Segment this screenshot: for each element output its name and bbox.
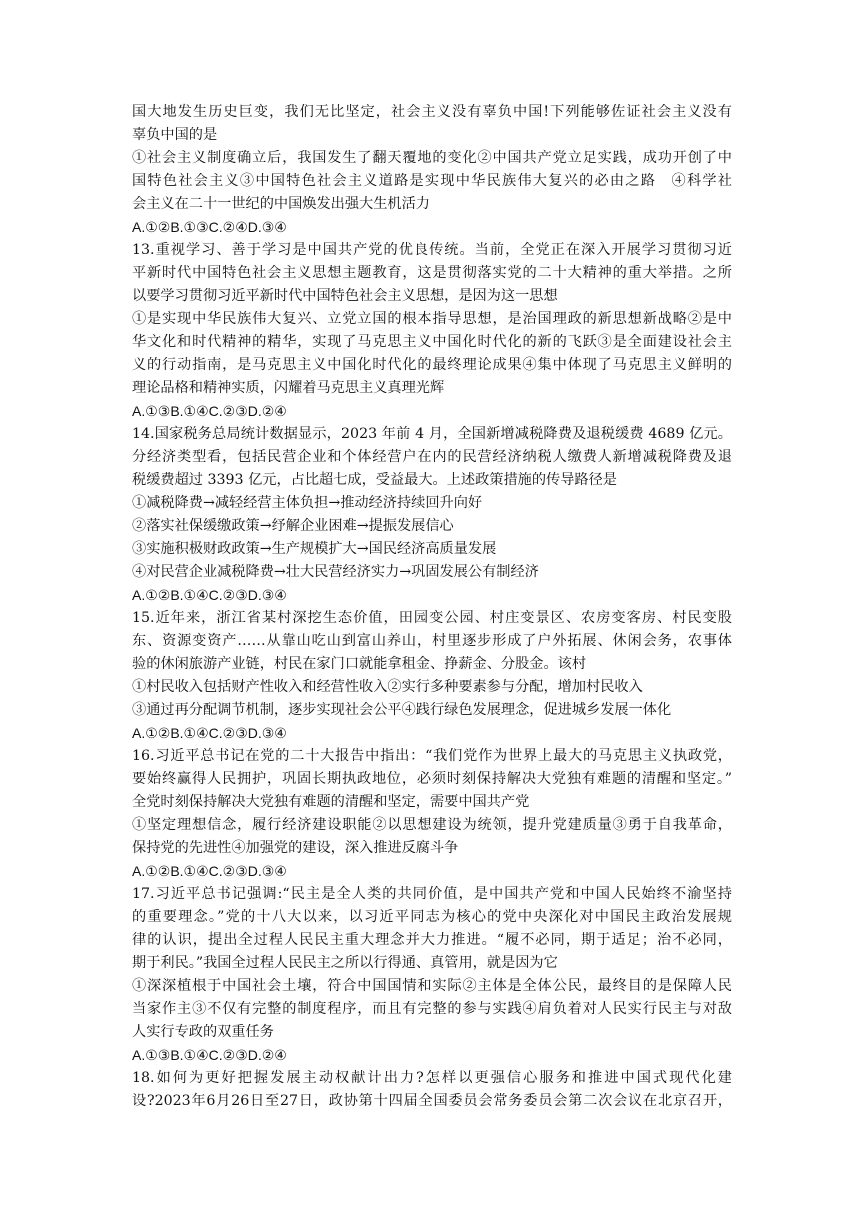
text-line: ①村民收入包括财产性收入和经营性收入②实行多种要素参与分配，增加村民收入 (132, 679, 643, 695)
text-line: ③通过再分配调节机制，逐步实现社会公平④践行绿色发展理念，促进城乡发展一体化 (132, 702, 672, 718)
text-line: 平新时代中国特色社会主义思想主题教育，这是贯彻落实党的二十大精神的重大举措。之所 (132, 265, 732, 281)
answer-options: A.①②B.①④C.②③D.③④ (132, 725, 287, 741)
text-line: ①深深植根于中国社会土壤，符合中国国情和实际②主体是全体公民，最终目的是保障人民 (132, 978, 732, 994)
text-line: 16.习近平总书记在党的二十大报告中指出：“我们党作为世界上最大的马克思主义执政党， (132, 748, 732, 764)
text-line: 税缓费超过 3393 亿元，占比超七成，受益最大。上述政策措施的传导路径是 (132, 472, 617, 488)
text-line: 14.国家税务总局统计数据显示，2023 年前 4 月，全国新增减税降费及退税缓费 4689 亿元。 (132, 426, 732, 442)
text-line: 当家作主③不仅有完整的制度程序，而且有完整的参与实践④肩负着对人民实行民主与对敌 (132, 1001, 732, 1017)
text-line: ①社会主义制度确立后，我国发生了翻天覆地的变化②中国共产党立足实践，成功开创了中 (132, 150, 732, 166)
question-block (132, 423, 732, 607)
text-line: 东、资源变资产……从靠山吃山到富山养山，村里逐步形成了户外拓展、休闲会务，农事体 (132, 633, 732, 649)
text-line: ①减税降费→减轻经营主体负担→推动经济持续回升向好 (132, 495, 483, 511)
answer-options: A.①③B.①④C.②③D.②④ (132, 1047, 287, 1063)
answer-options: A.①③B.①④C.②③D.②④ (132, 403, 287, 419)
question-block (132, 101, 732, 239)
text-line: 会主义在二十一世纪的中国焕发出强大生机活力 (132, 196, 430, 212)
question-block (132, 883, 732, 1067)
text-line: 13.重视学习、善于学习是中国共产党的优良传统。当前，全党正在深入开展学习贯彻习近 (132, 242, 732, 258)
text-line: 理论品格和精神实质，闪耀着马克思主义真理光辉 (132, 380, 445, 396)
answer-options: A.①②B.①③C.②④D.③④ (132, 219, 287, 235)
text-line: 17.习近平总书记强调:“民主是全人类的共同价值，是中国共产党和中国人民始终不渝坚持 (132, 886, 732, 902)
text-line: 验的休闲旅游产业链，村民在家门口就能拿租金、挣薪金、分股金。该村 (132, 656, 587, 672)
text-line: 分经济类型看，包括民营企业和个体经营户在内的民营经济纳税人缴费人新增减税降费及退 (132, 449, 732, 465)
question-block (132, 745, 732, 883)
text-line: 义的行动指南，是马克思主义中国化时代化的最终理论成果④集中体现了马克思主义鲜明的 (132, 357, 732, 373)
text-line: 要始终赢得人民拥护，巩固长期执政地位，必须时刻保持解决大党独有难题的清醒和坚定。” (132, 771, 732, 787)
text-line: ①坚定理想信念，履行经济建设职能②以思想建设为统领，提升党建质量③勇于自我革命， (132, 817, 732, 833)
question-text-body (132, 101, 732, 1113)
text-line: 人实行专政的双重任务 (132, 1024, 274, 1040)
question-block (132, 607, 732, 745)
answer-options: A.①②B.①④C.②③D.③④ (132, 587, 287, 603)
text-line: 15.近年来，浙江省某村深挖生态价值，田园变公园、村庄变景区、农房变客房、村民变股 (132, 610, 732, 626)
text-line: 设?2023年6月26日至27日，政协第十四届全国委员会常务委员会第二次会议在北京召开， (132, 1093, 732, 1109)
question-block (132, 239, 732, 423)
text-line: 保持党的先进性④加强党的建设，深入推进反腐斗争 (132, 840, 459, 856)
text-line: ②落实社保缓缴政策→纾解企业困难→提振发展信心 (132, 518, 454, 534)
text-line: 华文化和时代精神的精华，实现了马克思主义中国化时代化的新的飞跃③是全面建设社会主 (132, 334, 732, 350)
text-line: 律的认识，提出全过程人民民主重大理念并大力推进。“履不必同，期于适足；治不必同， (132, 932, 732, 948)
text-line: ①是实现中华民族伟大复兴、立党立国的根本指导思想，是治国理政的新思想新战略②是中 (132, 311, 732, 327)
text-line: 期于利民。”我国全过程人民民主之所以行得通、真管用，就是因为它 (132, 955, 558, 971)
text-line: 以要学习贯彻习近平新时代中国特色社会主义思想，是因为这一思想 (132, 288, 558, 304)
text-line: 的重要理念。”党的十八大以来，以习近平同志为核心的党中央深化对中国民主政治发展规 (132, 909, 732, 925)
question-block (132, 1067, 732, 1113)
text-line: ④对民营企业减税降费→壮大民营经济实力→巩固发展公有制经济 (132, 564, 539, 580)
text-line: 国特色社会主义③中国特色社会主义道路是实现中华民族伟大复兴的必由之路 ④科学社 (132, 173, 732, 189)
text-line: 全党时刻保持解决大党独有难题的清醒和坚定，需要中国共产党 (132, 794, 530, 810)
text-line: 国大地发生历史巨变，我们无比坚定，社会主义没有辜负中国!下列能够佐证社会主义没有 (132, 104, 732, 120)
text-line: ③实施积极财政政策→生产规模扩大→国民经济高质量发展 (132, 541, 497, 557)
text-line: 辜负中国的是 (132, 127, 218, 143)
answer-options: A.①②B.①④C.②③D.③④ (132, 863, 287, 879)
text-line: 18.如何为更好把握发展主动权献计出力?怎样以更强信心服务和推进中国式现代化建 (132, 1070, 732, 1086)
